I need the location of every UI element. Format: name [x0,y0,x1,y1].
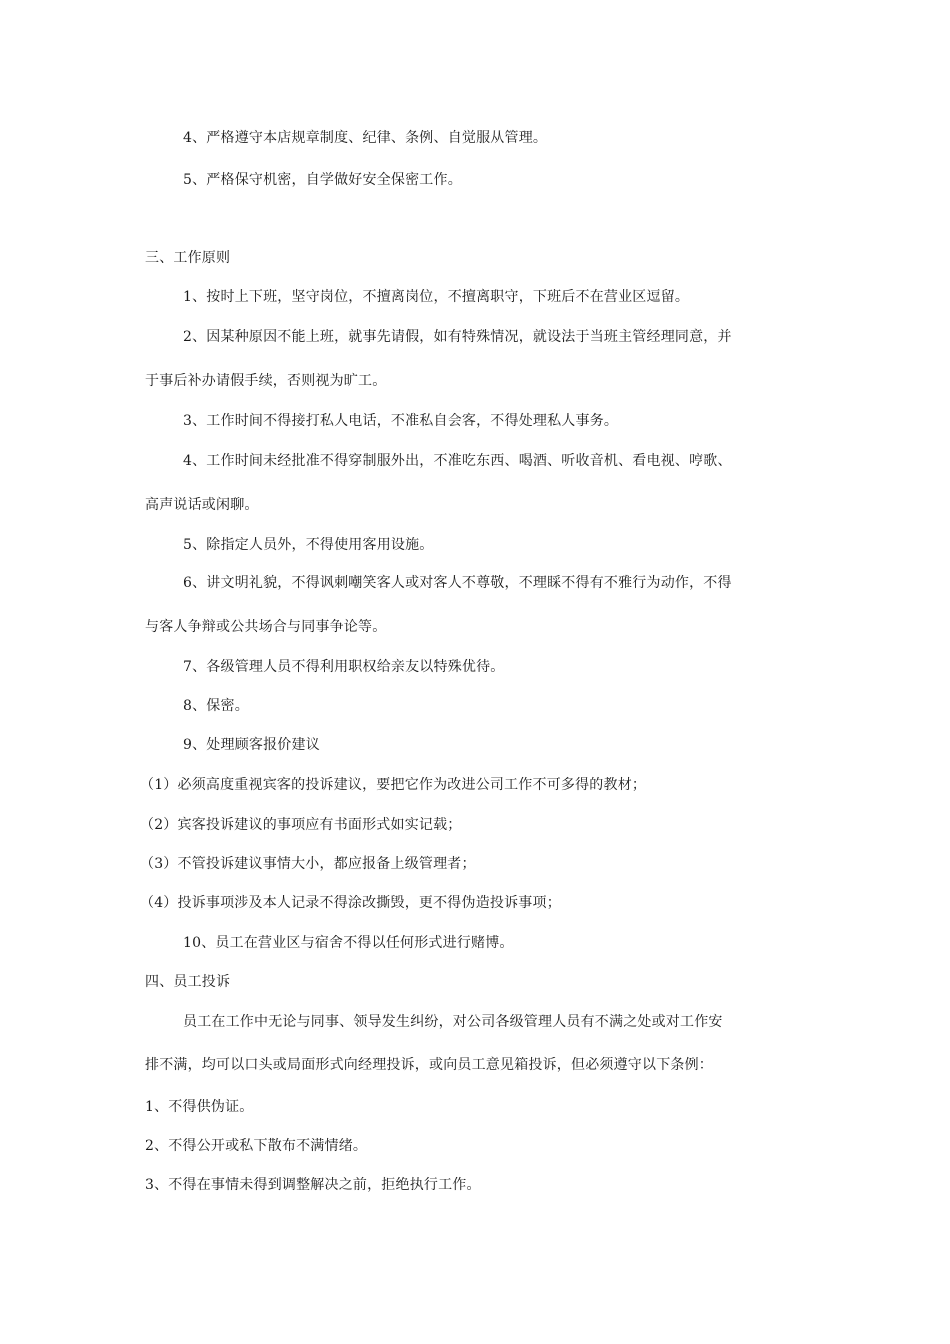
paragraph-principle-9: 9、处理顾客报价建议 [183,737,320,753]
paragraph-principle-7: 7、各级管理人员不得利用职权给亲友以特殊优待。 [183,659,505,675]
paragraph-principle-1: 1、按时上下班，坚守岗位，不擅离岗位，不擅离职守，下班后不在营业区逗留。 [183,289,690,305]
paragraph-principle-4-cont: 高声说话或闲聊。 [145,497,259,513]
list-item-complaint-1: （1）必须高度重视宾客的投诉建议，要把它作为改进公司工作不可多得的教材； [140,777,647,793]
paragraph-principle-2-cont: 于事后补办请假手续，否则视为旷工。 [145,373,387,389]
list-item-complaint-4: （4）投诉事项涉及本人记录不得涂改撕毁，更不得伪造投诉事项； [140,895,561,911]
section-heading-work-principles: 三、工作原则 [145,250,231,266]
paragraph-principle-4: 4、工作时间未经批准不得穿制服外出，不准吃东西、喝酒、听收音机、看电视、哼歌、 [183,453,732,469]
section-heading-employee-complaints: 四、员工投诉 [145,974,231,990]
paragraph-principle-2: 2、因某种原因不能上班，就事先请假，如有特殊情况，就设法于当班主管经理同意，并 [183,329,732,345]
paragraph-complaint-intro-cont: 排不满，均可以口头或局面形式向经理投诉，或向员工意见箱投诉，但必须遵守以下条例： [145,1057,713,1073]
paragraph-principle-3: 3、工作时间不得接打私人电话，不准私自会客，不得处理私人事务。 [183,413,619,429]
paragraph-principle-6: 6、讲文明礼貌，不得讽刺嘲笑客人或对客人不尊敬，不理睬不得有不雅行为动作，不得 [183,575,732,591]
paragraph-principle-6-cont: 与客人争辩或公共场合与同事争论等。 [145,619,387,635]
list-item-condition-2: 2、不得公开或私下散布不满情绪。 [145,1138,368,1154]
list-item-complaint-2: （2）宾客投诉建议的事项应有书面形式如实记载； [140,817,462,833]
paragraph-rule-4: 4、严格遵守本店规章制度、纪律、条例、自觉服从管理。 [183,130,548,146]
paragraph-principle-8: 8、保密。 [183,698,249,714]
list-item-condition-3: 3、不得在事情未得到调整解决之前，拒绝执行工作。 [145,1177,481,1193]
paragraph-principle-5: 5、除指定人员外，不得使用客用设施。 [183,537,434,553]
paragraph-complaint-intro: 员工在工作中无论与同事、领导发生纠纷，对公司各级管理人员有不满之处或对工作安 [183,1014,723,1030]
paragraph-rule-5: 5、严格保守机密，自学做好安全保密工作。 [183,172,462,188]
paragraph-principle-10: 10、员工在营业区与宿舍不得以任何形式进行赌博。 [183,935,514,951]
list-item-condition-1: 1、不得供伪证。 [145,1099,254,1115]
list-item-complaint-3: （3）不管投诉建议事情大小，都应报备上级管理者； [140,856,476,872]
